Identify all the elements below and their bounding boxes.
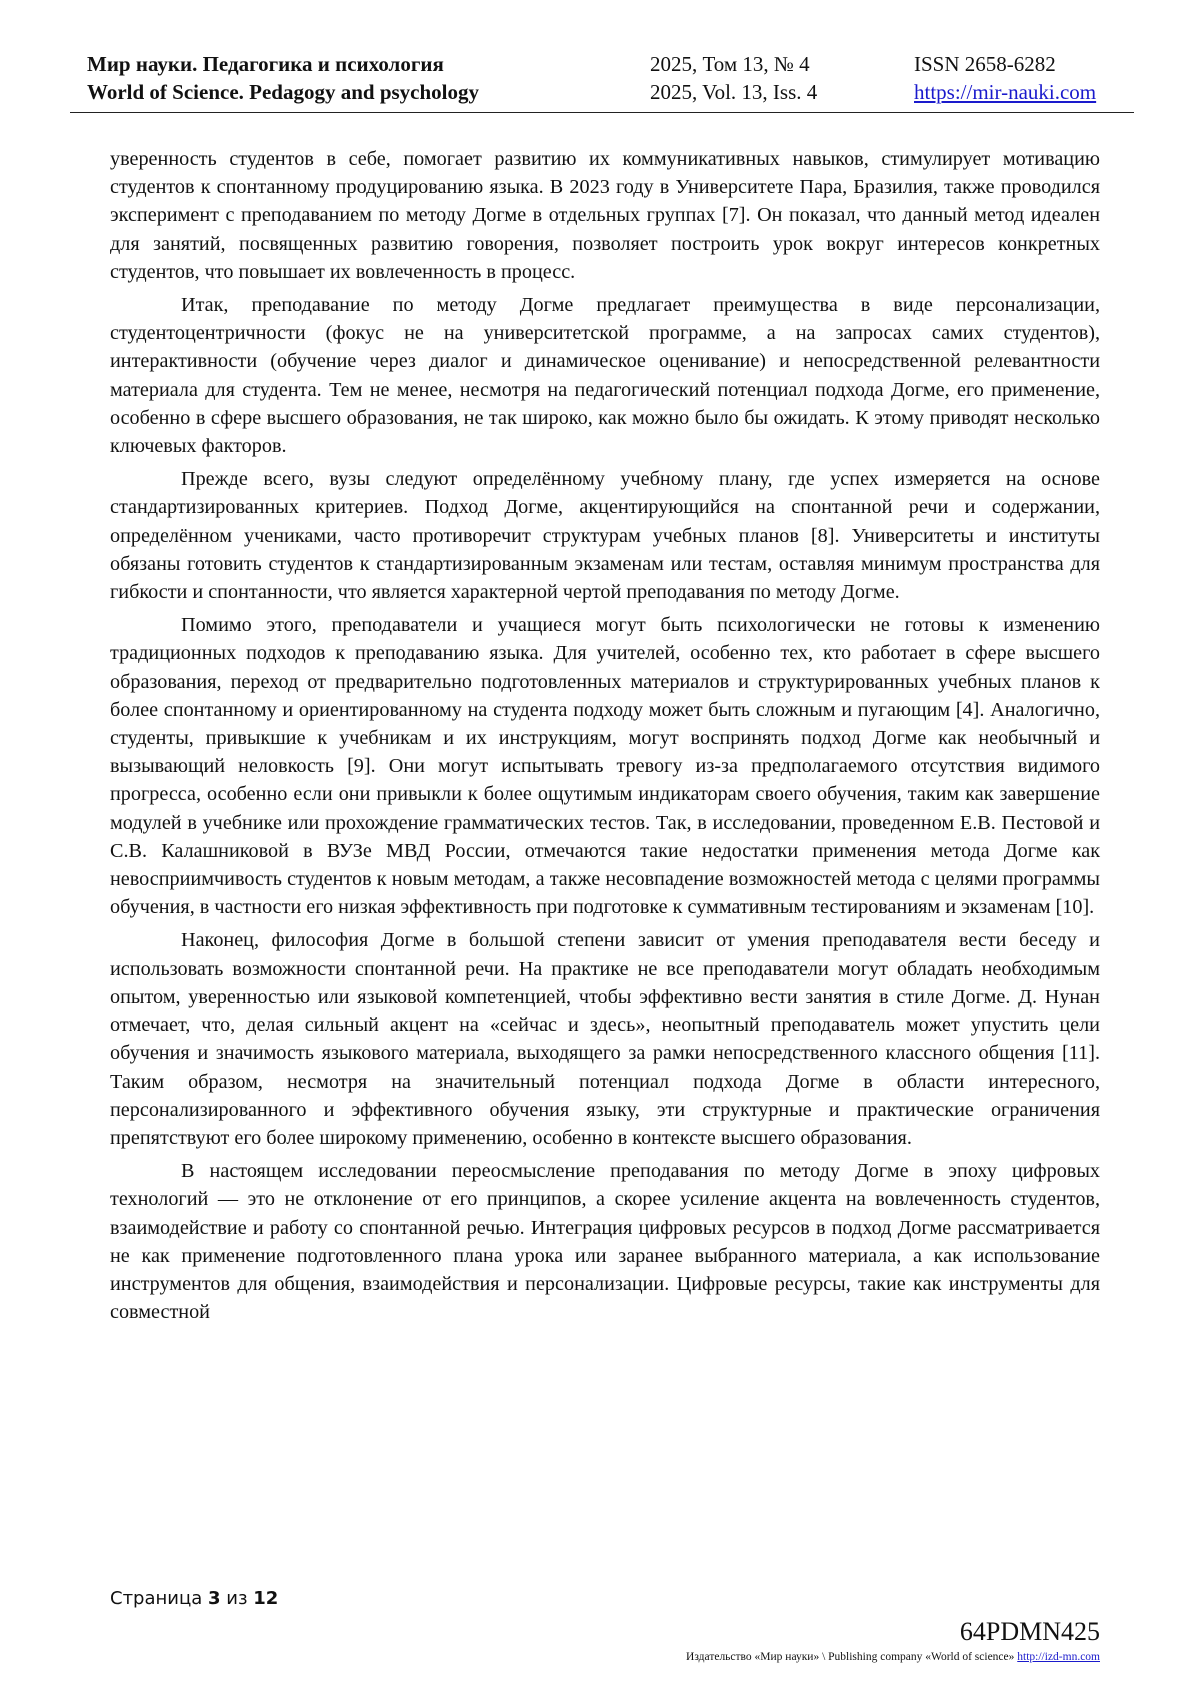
journal-title-ru: Мир науки. Педагогика и психология — [87, 52, 444, 76]
page-number — [110, 1588, 278, 1609]
paragraph-6: В настоящем исследовании переосмысление преподавания по методу Догме в эпоху цифровых технологий — это не отклонение от его принципов, а скорее усиление акцента на вовлеченность студентов, взаимодействие и работу со спонтанной речью. Интеграция цифровых ресурсов в подход Догме рассматривается не как применение подготовленного плана урока или заранее выбранного материала, а как использование инструментов для общения, взаимодействия и персонализации. Цифровые ресурсы, такие как инструменты для совместной — [110, 1160, 1100, 1324]
page-label: Страница — [110, 1588, 203, 1609]
article-body — [110, 145, 1100, 1331]
paragraph-4: Помимо этого, преподаватели и учащиеся могут быть психологически не готовы к изменению традиционных подходов к преподаванию языка. Для учителей, особенно тех, кто работает в сфере высшего образования, переход от предварительно подготовленных материалов и структурированных учебных планов к более спонтанному и ориентированному на студента подходу может быть сложным и пугающим [4]. Аналогично, студенты, привыкшие к учебникам и их инструкциям, могут воспринять подход Догме как необычный и вызывающий неловкость [9]. Они могут испытывать тревогу из-за предполагаемого отсутствия видимого прогресса, особенно если они привыкли к более ощутимым индикаторам своего обучения, таким как завершение модулей в учебнике или прохождение грамматических тестов. Так, в исследовании, проведенном Е.В. Пестовой и С.В. Калашниковой в ВУЗе МВД России, отмечаются такие недостатки применения метода Догме как невосприимчивость студентов к новым методам, а также несовпадение возможностей метода с целями программы обучения, в частности его низкая эффективность при подготовке к суммативным тестированиям и экзаменам [10]. — [110, 614, 1100, 919]
journal-url-link[interactable]: https://mir-nauki.com — [914, 80, 1097, 104]
header-row-ru — [70, 52, 1134, 80]
issn: ISSN 2658-6282 — [914, 52, 1056, 76]
page-total: 12 — [253, 1588, 279, 1609]
paragraph-2: Итак, преподавание по методу Догме предлагает преимущества в виде персонализации, студентоцентричности (фокус не на университетской программе, а на запросах самих студентов), интерактивности (обучение через диалог и динамическое оценивание) и непосредственной релевантности материала для студента. Тем не менее, несмотря на педагогический потенциал подхода Догме, его применение, особенно в сфере высшего образования, не так широко, как можно было бы ожидать. К этому приводят несколько ключевых факторов. — [110, 294, 1100, 458]
journal-url-wrap — [914, 80, 1096, 105]
header-row-en — [70, 80, 1134, 108]
article-code: 64PDMN425 — [959, 1617, 1100, 1646]
volume-ru: 2025, Том 13, № 4 — [650, 52, 810, 76]
paragraph-5: Наконец, философия Догме в большой степени зависит от умения преподавателя вести беседу и использовать возможности спонтанной речи. На практике не все преподаватели могут обладать необходимым опытом, уверенностью или языковой компетенцией, чтобы эффективно вести занятия в стиле Догме. Д. Нунан отмечает, что, делая сильный акцент на «сейчас и здесь», неопытный преподаватель может упустить цели обучения и значимость языкового материала, выходящего за рамки непосредственного классного общения [11]. Таким образом, несмотря на значительный потенциал подхода Догме в области интересного, персонализированного и эффективного обучения языку, эти структурные и практические ограничения препятствуют его более широкому применению, особенно в контексте высшего образования. — [110, 929, 1100, 1149]
journal-title-en: World of Science. Pedagogy and psychology — [87, 80, 480, 104]
publisher-url-link[interactable]: http://izd-mn.com — [1017, 1651, 1100, 1663]
publisher-line — [686, 1651, 1100, 1663]
page-current: 3 — [208, 1588, 221, 1609]
publisher-text: Издательство «Мир науки» \ Publishing company «World of science» — [686, 1651, 1015, 1663]
paragraph-3: Прежде всего, вузы следуют определённому учебному плану, где успех измеряется на основе стандартизированных критериев. Подход Догме, акцентирующийся на спонтанной речи и содержании, определённом учениками, часто противоречит структурам учебных планов [8]. Университеты и институты обязаны готовить студентов к стандартизированным экзаменам или тестам, оставляя минимум пространства для гибкости и спонтанности, что является характерной чертой преподавания по методу Догме. — [110, 468, 1100, 604]
page-header — [70, 50, 1134, 113]
page-of: из — [226, 1588, 248, 1609]
volume-en: 2025, Vol. 13, Iss. 4 — [650, 80, 818, 104]
paragraph-1: уверенность студентов в себе, помогает развитию их коммуникативных навыков, стимулирует мотивацию студентов к спонтанному продуцированию языка. В 2023 году в Университете Пара, Бразилия, также проводился эксперимент с преподаванием по методу Догме в отдельных группах [7]. Он показал, что данный метод идеален для занятий, посвященных развитию говорения, позволяет построить урок вокруг интересов конкретных студентов, что повышает их вовлеченность в процесс. — [110, 148, 1100, 283]
